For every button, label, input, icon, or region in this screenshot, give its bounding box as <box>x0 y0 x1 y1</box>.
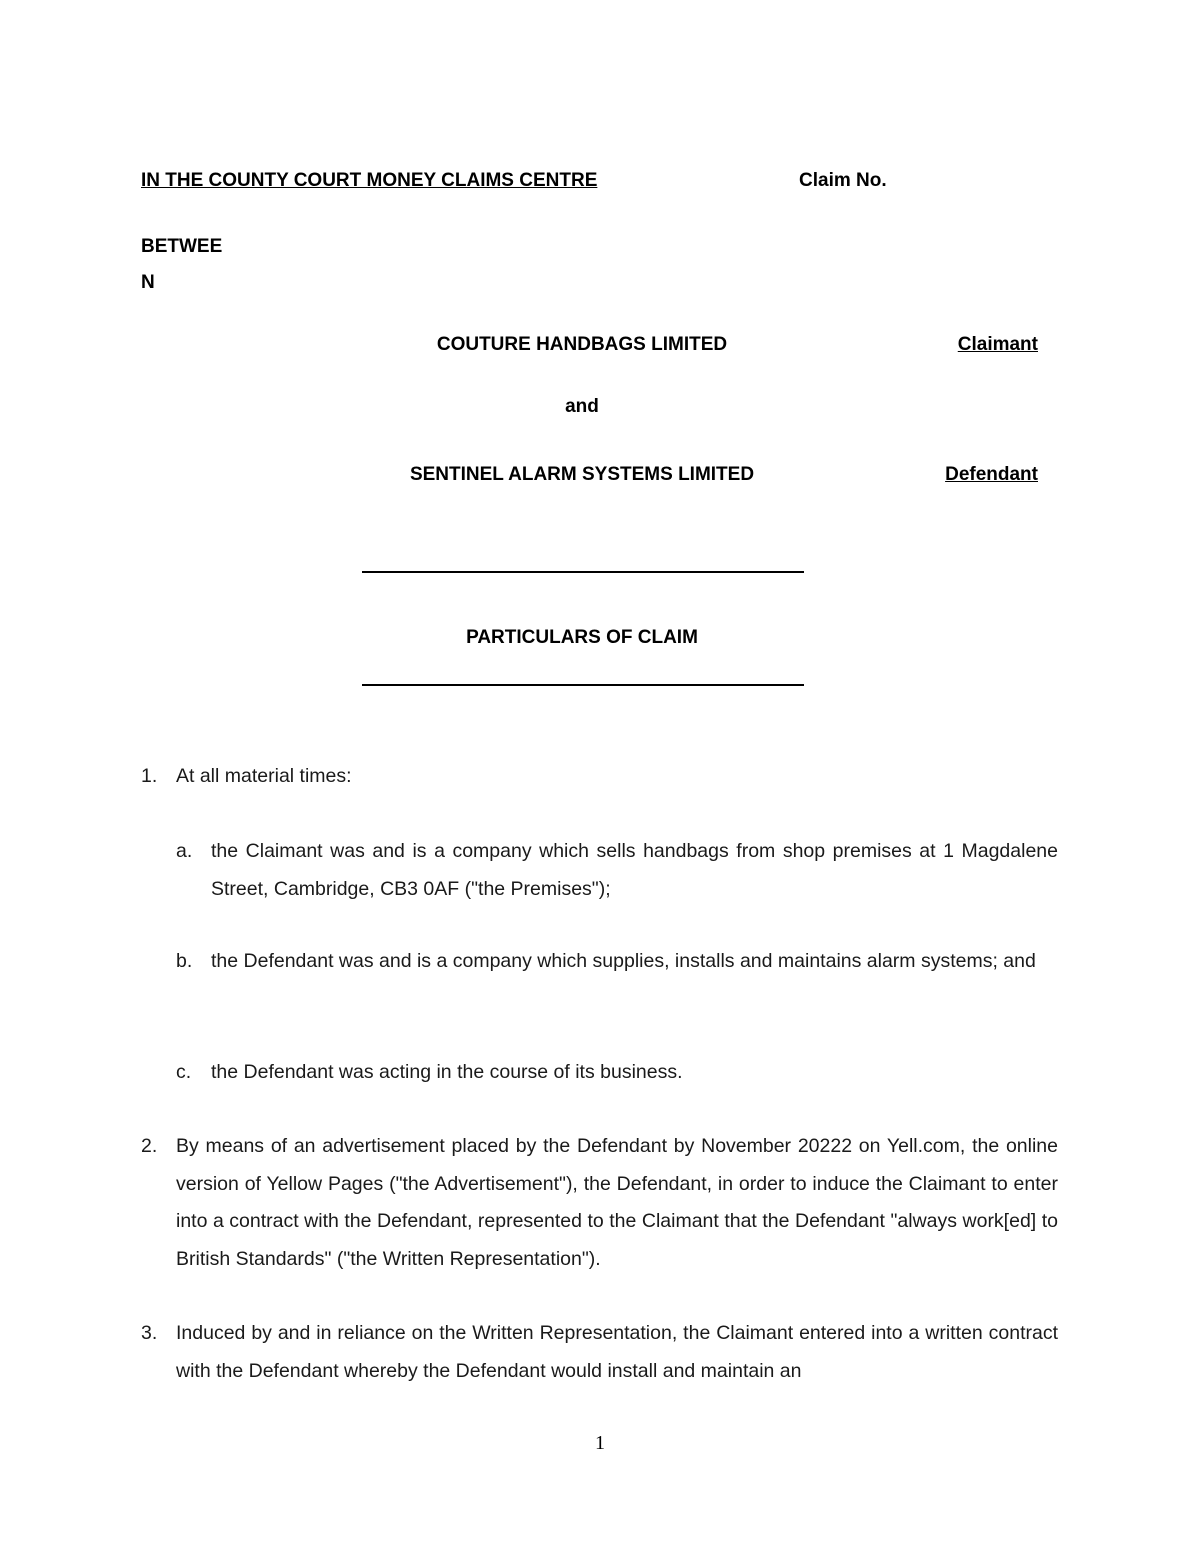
paragraph-2 <box>141 1128 1058 1278</box>
subparagraph-text: the Defendant was acting in the course of its business. <box>211 1061 683 1083</box>
paragraph-text: At all material times: <box>176 765 352 787</box>
paragraph-text: Induced by and in reliance on the Written Representation, the Claimant entered into a written contract with the Defendant whereby the Defendant would install and maintain an <box>176 1322 1058 1382</box>
defendant-role-label: Defendant <box>945 464 1038 485</box>
subparagraph-letter: a. <box>176 840 193 862</box>
claimant-name: COUTURE HANDBAGS LIMITED <box>436 334 728 355</box>
title-rule-bottom <box>362 684 804 686</box>
title-rule-top <box>362 571 804 573</box>
document-title: PARTICULARS OF CLAIM <box>466 627 698 648</box>
claim-number-label: Claim No. <box>799 170 887 191</box>
and-separator: and <box>565 396 599 417</box>
paragraph-1 <box>141 758 1061 796</box>
defendant-name: SENTINEL ALARM SYSTEMS LIMITED <box>409 464 755 485</box>
paragraph-number: 1. <box>141 765 158 787</box>
claimant-role-label: Claimant <box>957 334 1038 355</box>
subparagraph-text: the Claimant was and is a company which sells handbags from shop premises at 1 Magdalene Street, Cambridge, CB3 0AF ("the Premises"); <box>211 840 1058 900</box>
subparagraph-letter: c. <box>176 1061 192 1083</box>
between-label-line2: N <box>141 272 155 293</box>
paragraph-number: 3. <box>141 1322 158 1344</box>
court-heading: IN THE COUNTY COURT MONEY CLAIMS CENTRE <box>141 170 598 191</box>
subparagraph-a <box>176 833 1058 908</box>
subparagraph-b <box>176 943 1058 981</box>
subparagraph-c <box>176 1054 1058 1092</box>
paragraph-3 <box>141 1315 1058 1390</box>
subparagraph-text: the Defendant was and is a company which supplies, installs and maintains alarm systems; and <box>211 950 1036 972</box>
subparagraph-letter: b. <box>176 950 193 972</box>
paragraph-text: By means of an advertisement placed by the Defendant by November 20222 on Yell.com, the online version of Yellow Pages ("the Advertisement"), the Defendant, in order to induce the Claimant to enter into a contract with the Defendant, represented to the Claimant that the Defendant "always work[ed] to British Standards" ("the Written Representation"). <box>176 1135 1058 1270</box>
between-label-line1: BETWEE <box>141 236 223 257</box>
paragraph-number: 2. <box>141 1135 158 1157</box>
page-number: 1 <box>595 1432 605 1454</box>
